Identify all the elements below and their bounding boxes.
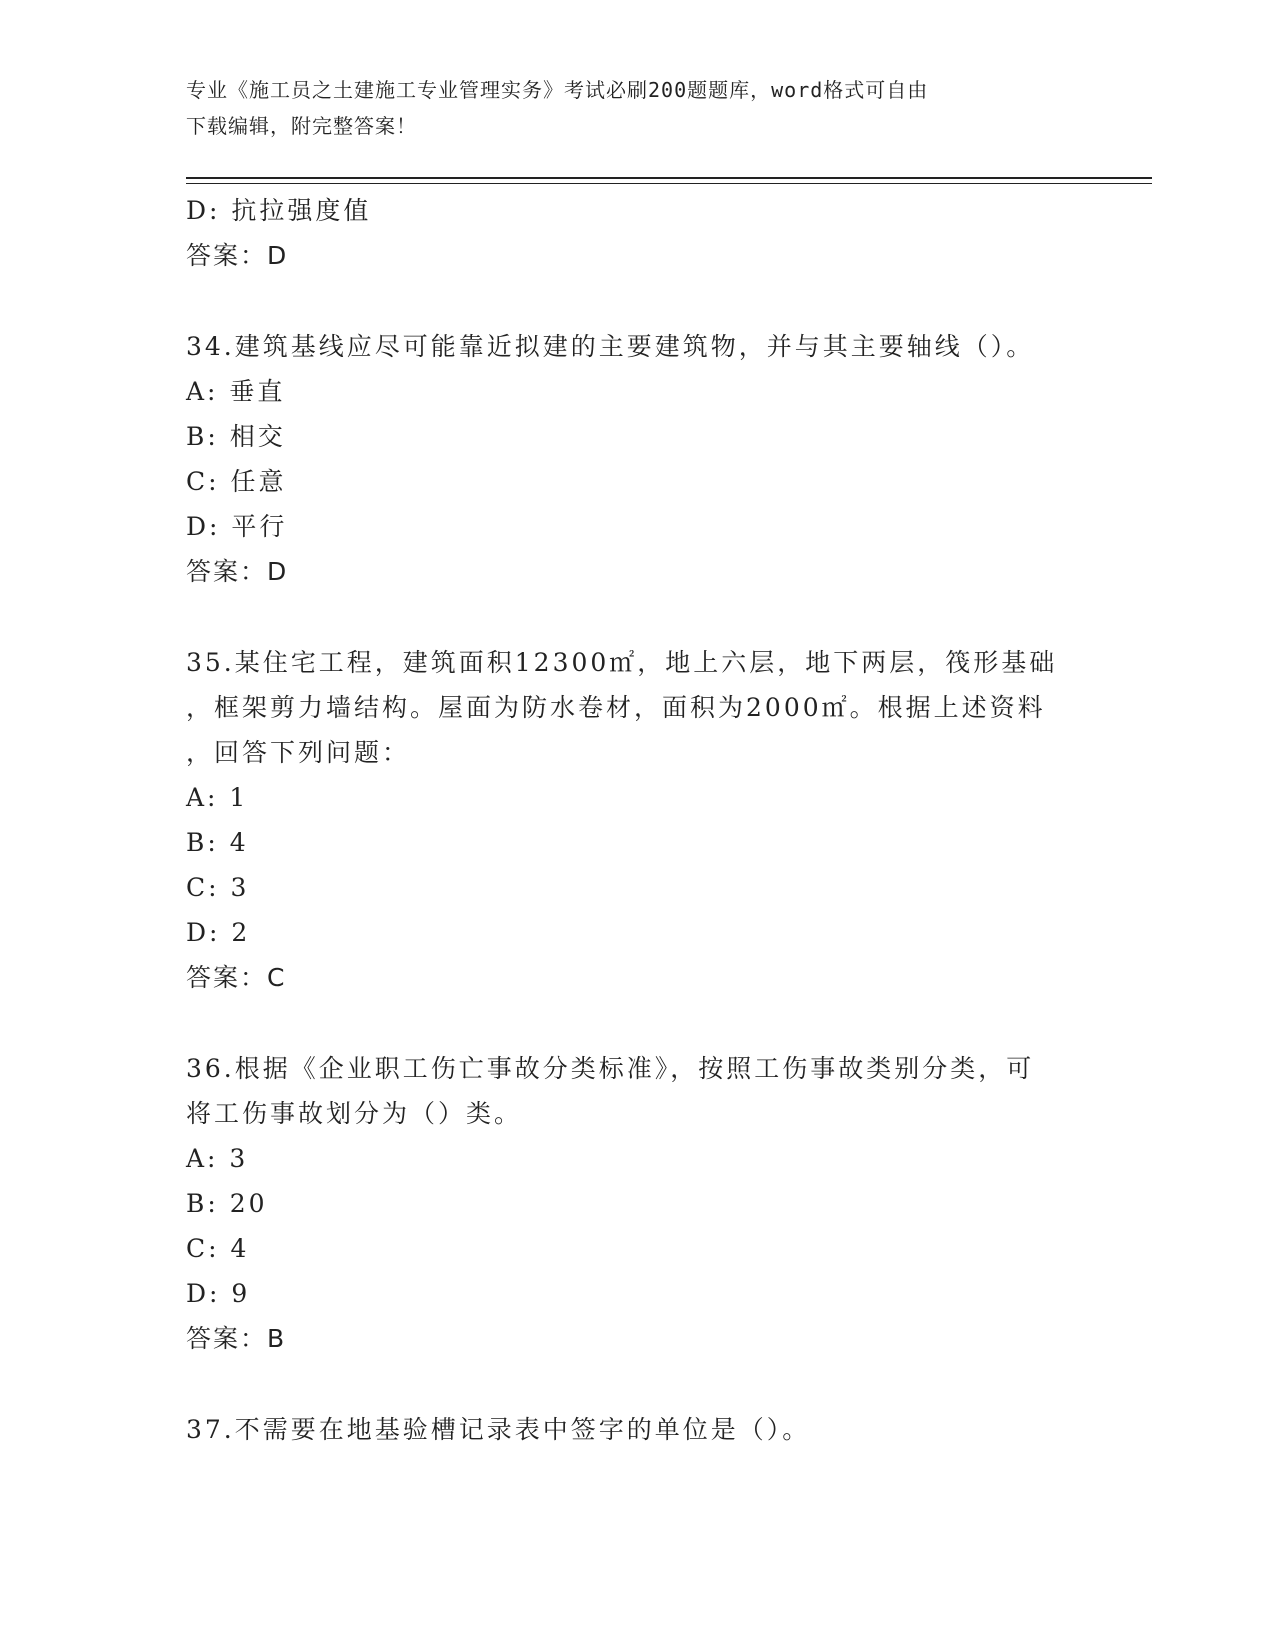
question-34-title: 34.建筑基线应尽可能靠近拟建的主要建筑物，并与其主要轴线（）。 bbox=[186, 332, 1035, 361]
question-36-title-line-2: 将工伤事故划分为（）类。 bbox=[186, 1099, 523, 1128]
question-34-option-b: B: 相交 bbox=[186, 422, 286, 451]
prev-answer: 答案：D bbox=[186, 241, 289, 270]
document-header bbox=[186, 72, 1066, 144]
question-37-title: 37.不需要在地基验槽记录表中签字的单位是（）。 bbox=[186, 1415, 811, 1444]
question-34-option-a: A: 垂直 bbox=[186, 377, 286, 406]
question-34 bbox=[186, 324, 1086, 594]
header-divider-thick bbox=[186, 177, 1152, 179]
question-36-option-d: D: 9 bbox=[186, 1279, 251, 1308]
question-35-title-line-1: 35.某住宅工程，建筑面积12300㎡，地上六层，地下两层，筏形基础 bbox=[186, 648, 1058, 677]
header-line-2: 下载编辑，附完整答案！ bbox=[186, 114, 417, 138]
spacer bbox=[186, 1361, 1086, 1407]
question-35-option-a: A: 1 bbox=[186, 783, 249, 812]
spacer bbox=[186, 1000, 1086, 1046]
question-36-option-b: B: 20 bbox=[186, 1189, 268, 1218]
question-35-option-d: D: 2 bbox=[186, 918, 251, 947]
question-36-answer: 答案：B bbox=[186, 1324, 287, 1353]
question-34-option-c: C: 任意 bbox=[186, 467, 287, 496]
question-content bbox=[186, 188, 1086, 1452]
question-36-option-c: C: 4 bbox=[186, 1234, 250, 1263]
question-35-answer: 答案：C bbox=[186, 963, 287, 992]
spacer bbox=[186, 278, 1086, 324]
question-36 bbox=[186, 1046, 1086, 1361]
question-35-title-line-2: ，框架剪力墙结构。屋面为防水卷材，面积为2000㎡。根据上述资料 bbox=[186, 693, 1046, 722]
question-35 bbox=[186, 640, 1086, 1000]
question-34-option-d: D: 平行 bbox=[186, 512, 288, 541]
spacer bbox=[186, 594, 1086, 640]
header-line-1: 专业《施工员之土建施工专业管理实务》考试必刷200题题库，word格式可自由 bbox=[186, 78, 929, 102]
question-36-option-a: A: 3 bbox=[186, 1144, 249, 1173]
question-35-option-b: B: 4 bbox=[186, 828, 249, 857]
header-divider-thin bbox=[186, 183, 1152, 184]
question-35-option-c: C: 3 bbox=[186, 873, 250, 902]
question-36-title-line-1: 36.根据《企业职工伤亡事故分类标准》，按照工伤事故类别分类，可 bbox=[186, 1054, 1035, 1083]
question-35-title-line-3: ，回答下列问题： bbox=[186, 738, 411, 767]
prev-option-d: D: 抗拉强度值 bbox=[186, 196, 372, 225]
question-37 bbox=[186, 1407, 1086, 1452]
question-34-answer: 答案：D bbox=[186, 557, 289, 586]
